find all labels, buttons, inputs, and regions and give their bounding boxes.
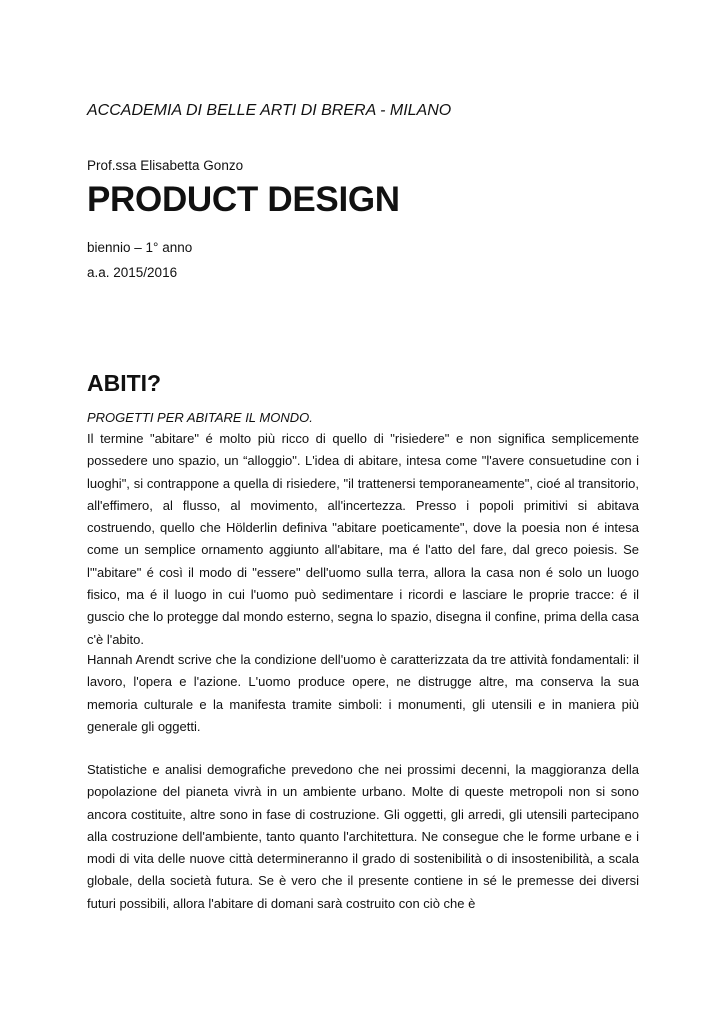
- institution-heading: ACCADEMIA DI BELLE ARTI DI BRERA - MILANO: [87, 102, 452, 119]
- course-year: biennio – 1° anno: [87, 240, 193, 255]
- body-paragraph: Il termine "abitare" é molto più ricco di quello di "risiedere" e non significa semplicemente possedere uno spazio, un “alloggio". L'idea di abitare, intesa come "l'avere consuetudine con i luoghi", si contrappone a quella di risiedere, "il trattenersi temporaneamente", cioé al transitorio, all'effimero, al flusso, al movimento, all'incertezza. Presso i popoli primitivi si abitava costruendo, quello che Hölderlin definiva "abitare poeticamente", dove la poesia non é intesa come un semplice ornamento aggiunto all'abitare, ma é l'atto del fare, dal greco poiesis. Se l'"abitare" é così il modo di "essere" dell'uomo sulla terra, allora la casa non é solo un luogo fisico, ma é il luogo in cui l'uomo può sedimentare i ricordi e lasciare le proprie tracce: é il guscio che lo protegge dal mondo esterno, segna lo spazio, disegna il confine, prima della casa c'è l'abito.: [87, 431, 639, 647]
- course-title: PRODUCT DESIGN: [87, 180, 400, 219]
- body-paragraph: Statistiche e analisi demografiche prevedono che nei prossimi decenni, la maggioranza della popolazione del pianeta vivrà in un ambiente urbano. Molte di queste metropoli non si sono ancora costituite, altre sono in fase di costruzione. Gli oggetti, gli arredi, gli utensili partecipano alla costruzione dell'ambiente, tanto quanto l'architettura. Ne consegue che le forme urbane e i modi di vita delle nuove città determineranno il grado di sostenibilità o di insostenibilità, a scala globale, della società futura. Se è vero che il presente contiene in sé le premesse dei diversi futuri possibili, allora l'abitare di domani sarà costruito con ciò che è: [87, 762, 639, 911]
- body-paragraph: Hannah Arendt scrive che la condizione dell'uomo è caratterizzata da tre attività fondamentali: il lavoro, l'opera e l'azione. L'uomo produce opere, ne distrugge altre, ma conserva la sua memoria culturale e la manifesta tramite simboli: i monumenti, gli utensili e in maniera più generale gli oggetti.: [87, 652, 639, 734]
- section-subtitle: PROGETTI PER ABITARE IL MONDO.: [87, 410, 313, 425]
- academic-year: a.a. 2015/2016: [87, 265, 178, 280]
- professor-name: Prof.ssa Elisabetta Gonzo: [87, 158, 244, 173]
- section-title: ABITI?: [87, 370, 162, 396]
